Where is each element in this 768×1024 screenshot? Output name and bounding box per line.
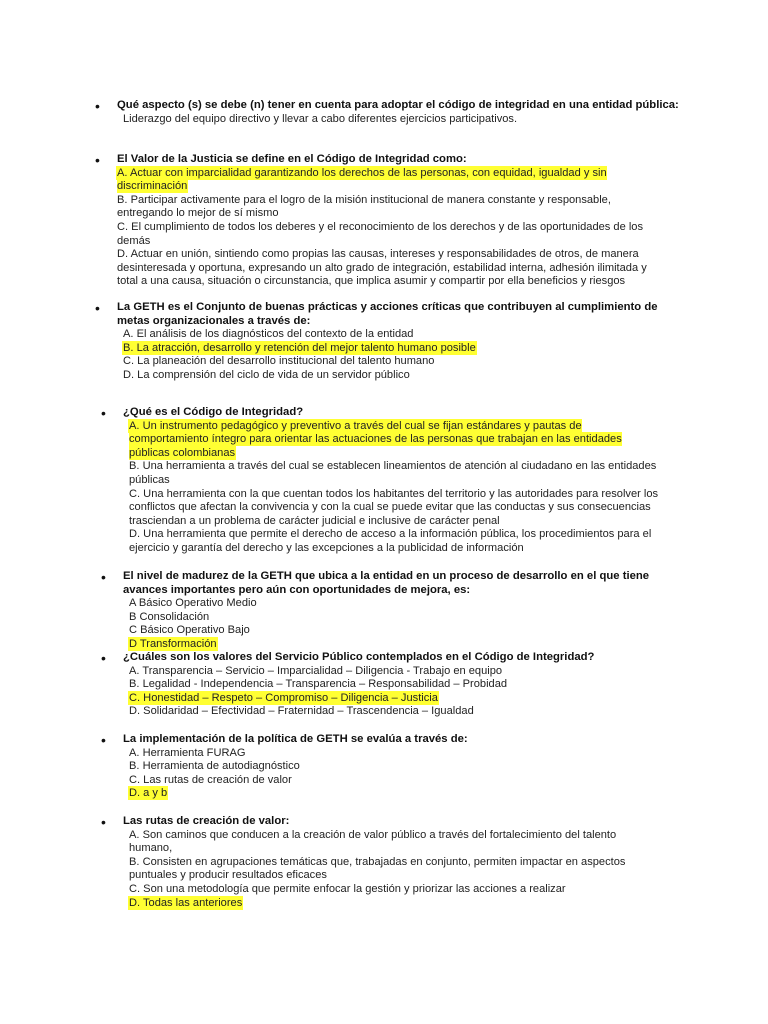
option-b: B. Una herramienta a través del cual se establecen lineamientos de atención al ciudadano en las entidades públicas: [129, 460, 657, 486]
option-c: C. El cumplimiento de todos los deberes y el reconocimiento de los derechos y de las oportunidades de los demás: [117, 220, 644, 247]
option-c: C Básico Operativo Bajo: [129, 624, 250, 637]
option-a: A. El análisis de los diagnósticos del contexto de la entidad: [123, 328, 414, 341]
highlighted-answer: C. Honestidad – Respeto – Compromiso – Diligencia – Justicia: [129, 691, 438, 704]
bullet-icon: •: [101, 569, 106, 585]
bullet-icon: •: [101, 405, 106, 421]
option-a: A Básico Operativo Medio: [129, 597, 257, 610]
question-7: [101, 732, 713, 801]
bullet-icon: •: [95, 300, 100, 316]
bullet-icon: •: [101, 732, 106, 748]
question-title: ¿Cuáles son los valores del Servicio Público contemplados en el Código de Integridad?: [123, 651, 595, 663]
answer-text: Liderazgo del equipo directivo y llevar a cabo diferentes ejercicios participativos.: [123, 112, 518, 125]
option-d: [129, 638, 668, 652]
question-title: ¿Qué es el Código de Integridad?: [123, 406, 304, 418]
question-title: El nivel de madurez de la GETH que ubica a la entidad en un proceso de desarrollo en el que tiene avances importantes pero aún con oportunidades de mejora, es:: [123, 570, 650, 596]
question-2: [95, 152, 647, 289]
option-b: B. Participar activamente para el logro de la misión institucional de manera constante y responsable, entregando lo mejor de sí mismo: [117, 193, 611, 220]
option-c: C. Las rutas de creación de valor: [129, 773, 292, 786]
bullet-icon: •: [95, 152, 100, 168]
option-d: D. Actuar en unión, sintiendo como propias las causas, intereses y responsabilidades de otros, de manera desinteresada y oportuna, expresando un alto grado de integración, estabilidad interna, adhesión ilimitada y total a una causa, situación o circunstancia, que implica asumir y compartir por ella beneficios y riesgos: [117, 248, 647, 288]
option-d: D. La comprensión del ciclo de vida de un servidor público: [123, 368, 410, 381]
question-1: [95, 98, 707, 126]
question-title: La GETH es el Conjunto de buenas prácticas y acciones críticas que contribuyen al cumplimiento de metas organizacionales a través de:: [117, 301, 658, 327]
option-d: [129, 787, 713, 801]
option-b: [123, 342, 677, 356]
question-4: [101, 405, 675, 556]
question-title: El Valor de la Justicia se define en el Código de Integridad como:: [117, 153, 467, 165]
question-6: [101, 650, 683, 719]
bullet-icon: •: [95, 98, 100, 114]
question-3: [95, 300, 677, 383]
question-title: La implementación de la política de GETH se evalúa a través de:: [123, 733, 468, 745]
option-a: A. Herramienta FURAG: [129, 746, 246, 759]
option-b: B. Consisten en agrupaciones temáticas que, trabajadas en conjunto, permiten impactar en aspectos puntuales y producir resultados eficaces: [129, 855, 626, 882]
option-a: A. Transparencia – Servicio – Imparcialidad – Diligencia - Trabajo en equipo: [129, 664, 503, 677]
option-d: D. Una herramienta que permite el derecho de acceso a la información pública, los procedimientos para el ejercicio y garantía del derecho y las excepciones a la publicidad de información: [129, 528, 652, 554]
option-c: [129, 692, 683, 706]
question-5: [101, 569, 668, 652]
option-c: C. Una herramienta con la que cuentan todos los habitantes del territorio y las autoridades para resolver los conflictos que afectan la convivencia y con la cual se puede evitar que las conductas y sus consecuencias trasciendan a un problema de carácter judicial e inclusive de carácter penal: [129, 487, 659, 527]
bullet-icon: •: [101, 814, 106, 830]
option-c: C. La planeación del desarrollo institucional del talento humano: [123, 355, 435, 368]
highlighted-answer: D. a y b: [129, 787, 168, 800]
question-title: Qué aspecto (s) se debe (n) tener en cuenta para adoptar el código de integridad en una entidad pública:: [117, 99, 679, 111]
highlighted-answer: A. Un instrumento pedagógico y preventivo a través del cual se fijan estándares y pautas de comportamiento íntegro para orientar las actuaciones de las personas que trabajan en las entidades públicas colombianas: [129, 419, 622, 459]
option-a: A. Son caminos que conducen a la creación de valor público a través del fortalecimiento del talento humano,: [129, 828, 617, 855]
option-b: B. Herramienta de autodiagnóstico: [129, 760, 300, 773]
question-8: [101, 814, 653, 910]
question-title: Las rutas de creación de valor:: [123, 815, 290, 827]
option-b: B. Legalidad - Independencia – Transparencia – Responsabilidad – Probidad: [129, 678, 508, 691]
highlighted-answer: D Transformación: [129, 637, 217, 650]
option-c: C. Son una metodología que permite enfocar la gestión y priorizar las acciones a realizar: [129, 882, 566, 895]
highlighted-answer: D. Todas las anteriores: [129, 896, 243, 909]
option-a: [129, 420, 649, 461]
option-d: D. Solidaridad – Efectividad – Fraternidad – Trascendencia – Igualdad: [129, 705, 474, 718]
highlighted-answer: B. La atracción, desarrollo y retención del mejor talento humano posible: [123, 341, 476, 354]
option-b: B Consolidación: [129, 610, 210, 623]
option-d: [129, 897, 653, 911]
bullet-icon: •: [101, 650, 106, 666]
option-a: [117, 167, 647, 194]
highlighted-answer: A. Actuar con imparcialidad garantizando los derechos de las personas, con equidad, igualdad y sin discriminación: [117, 166, 607, 193]
